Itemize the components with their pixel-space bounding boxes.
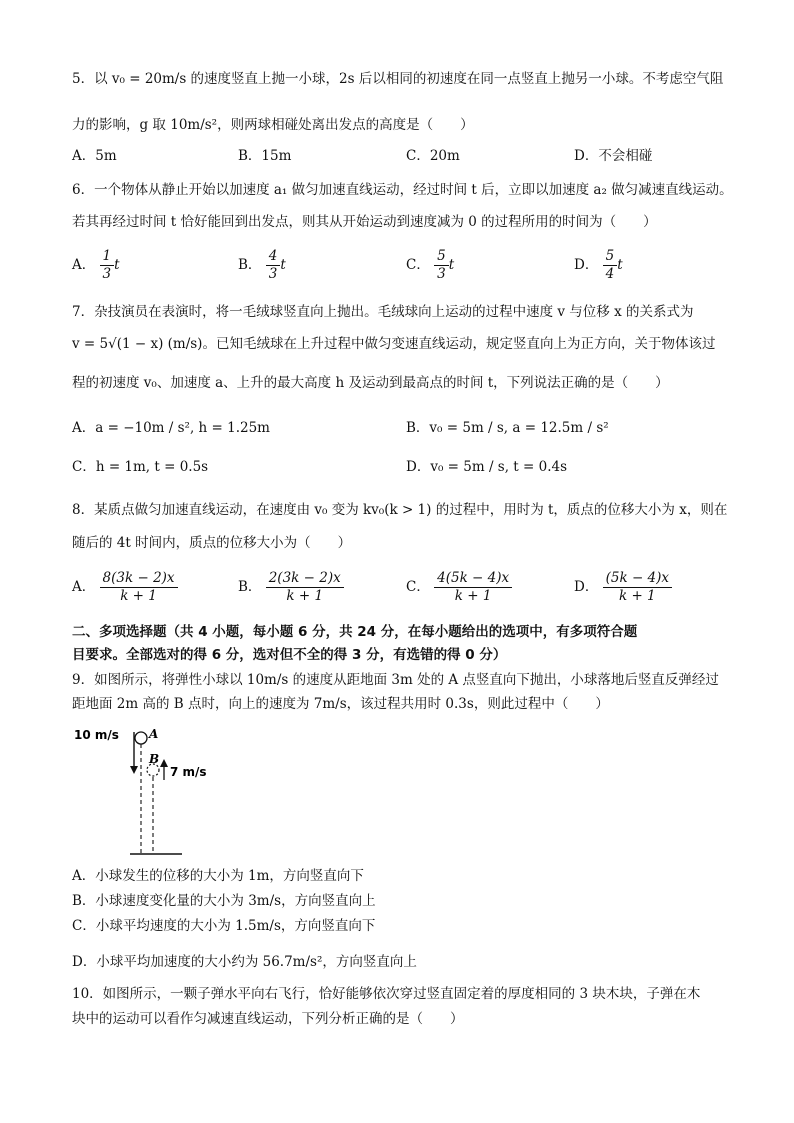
option-label: D． bbox=[574, 579, 599, 595]
option-label: A． bbox=[72, 257, 96, 273]
q10-stem-line2: 块中的运动可以看作匀减速直线运动，下列分析正确的是（ ） bbox=[72, 1011, 464, 1027]
q9-option-c[interactable]: C．小球平均速度的大小为 1.5m/s，方向竖直向下 bbox=[72, 918, 376, 934]
option-label: B． bbox=[238, 579, 262, 595]
option-label: C． bbox=[406, 579, 430, 595]
section-2-heading-line2: 目要求。全部选对的得 6 分，选对但不全的得 3 分，有选错的得 0 分） bbox=[72, 647, 507, 663]
option-label: A． bbox=[72, 579, 96, 595]
q9-option-b[interactable]: B．小球速度变化量的大小为 3m/s，方向竖直向上 bbox=[72, 893, 376, 909]
q10-stem-line1: 10．如图所示，一颗子弹水平向右飞行，恰好能够依次穿过竖直固定着的厚度相同的 3 块木块，子弹在木 bbox=[72, 986, 701, 1002]
velocity-down-label: 10 m/s bbox=[74, 728, 119, 742]
q8-option-a[interactable] bbox=[72, 570, 178, 605]
q7-stem-line3: 程的初速度 v₀、加速度 a、上升的最大高度 h 及运动到最高点的时间 t，下列说法正确的是（ ） bbox=[72, 375, 669, 391]
q6-option-d[interactable]: D． $\frac{5}{4}$ t bbox=[574, 248, 623, 282]
q7-option-d[interactable]: D．v₀ = 5m / s, t = 0.4s bbox=[406, 459, 568, 475]
up-arrow-head-icon bbox=[160, 759, 168, 767]
fraction: $\frac{1}{3}$ bbox=[100, 248, 115, 283]
q9-stem-line1: 9．如图所示，将弹性小球以 10m/s 的速度从距地面 3m 处的 A 点竖直向下抛出，小球落地后竖直反弹经过 bbox=[72, 672, 719, 688]
fraction: $\frac{4}{3}$ bbox=[266, 248, 281, 283]
q7-option-a[interactable]: A．a = −10m / s², h = 1.25m bbox=[72, 420, 270, 436]
fraction: $\frac{(5k - 4)x}{k + 1}$ bbox=[603, 570, 672, 605]
q8-stem-line2: 随后的 4t 时间内，质点的位移大小为（ ） bbox=[72, 535, 352, 551]
point-a-label: A bbox=[149, 727, 159, 741]
q9-figure bbox=[72, 722, 222, 862]
q5-stem-line1: 5．以 v₀ = 20m/s 的速度竖直上抛一小球，2s 后以相同的初速度在同一点竖直上抛另一小球。不考虑空气阻 bbox=[72, 71, 724, 87]
q9-stem-line2: 距地面 2m 高的 B 点时，向上的速度为 7m/s，该过程共用时 0.3s，则此过程中（ ） bbox=[72, 696, 609, 712]
q6-option-b[interactable]: B． $\frac{4}{3}$ t bbox=[238, 248, 286, 282]
fraction: $\frac{5}{3}$ bbox=[434, 248, 449, 283]
q6-option-c[interactable]: C． $\frac{5}{3}$ t bbox=[406, 248, 455, 282]
q8-stem-line1: 8．某质点做匀加速直线运动，在速度由 v₀ 变为 kv₀(k > 1) 的过程中，用时为 t，质点的位移大小为 x，则在 bbox=[72, 502, 728, 518]
option-label: C． bbox=[406, 257, 430, 273]
q5-option-c[interactable]: C．20m bbox=[406, 148, 460, 164]
velocity-up-label: 7 m/s bbox=[170, 765, 207, 779]
q7-stem-line1: 7．杂技演员在表演时，将一毛绒球竖直向上抛出。毛绒球向上运动的过程中速度 v 与位移 x 的关系式为 bbox=[72, 304, 694, 320]
q5-option-b[interactable]: B．15m bbox=[238, 148, 292, 164]
fraction: $\frac{5}{4}$ bbox=[603, 248, 618, 283]
q5-option-a[interactable]: A．5m bbox=[72, 148, 117, 164]
q7-stem-line2: v = 5√(1 − x) (m/s)。已知毛绒球在上升过程中做匀变速直线运动，规定竖直向上为正方向，关于物体该过 bbox=[72, 336, 716, 352]
q7-option-b[interactable]: B．v₀ = 5m / s, a = 12.5m / s² bbox=[406, 420, 609, 436]
fraction: $\frac{2(3k - 2)x}{k + 1}$ bbox=[266, 570, 344, 605]
q6-option-a[interactable]: A． $\frac{1}{3}$ t bbox=[72, 248, 120, 282]
q8-option-b[interactable] bbox=[238, 570, 344, 605]
q9-option-d[interactable]: D．小球平均加速度的大小约为 56.7m/s²，方向竖直向上 bbox=[72, 954, 417, 970]
section-2-heading-line1: 二、多项选择题（共 4 小题，每小题 6 分，共 24 分，在每小题给出的选项中，有多项符合题 bbox=[72, 624, 638, 640]
q5-option-d[interactable]: D．不会相碰 bbox=[574, 148, 653, 164]
q6-stem-line1: 6．一个物体从静止开始以加速度 a₁ 做匀加速直线运动，经过时间 t 后，立即以加速度 a₂ 做匀减速直线运动。 bbox=[72, 182, 733, 198]
q5-stem-line2: 力的影响，g 取 10m/s²，则两球相碰处离出发点的高度是（ ） bbox=[72, 117, 474, 133]
q9-diagram bbox=[72, 722, 222, 862]
point-b-label: B bbox=[149, 752, 160, 766]
down-arrow-head-icon bbox=[130, 766, 138, 774]
fraction: $\frac{4(5k - 4)x}{k + 1}$ bbox=[434, 570, 512, 605]
q6-stem-line2: 若其再经过时间 t 恰好能回到出发点，则其从开始运动到速度减为 0 的过程所用的时间为（ ） bbox=[72, 214, 657, 230]
ball-a-icon bbox=[135, 732, 147, 744]
q7-option-c[interactable]: C．h = 1m, t = 0.5s bbox=[72, 459, 209, 475]
q8-option-d[interactable] bbox=[574, 570, 672, 605]
option-label: D． bbox=[574, 257, 599, 273]
fraction: $\frac{8(3k - 2)x}{k + 1}$ bbox=[100, 570, 178, 605]
q8-option-c[interactable] bbox=[406, 570, 512, 605]
option-label: B． bbox=[238, 257, 262, 273]
q9-option-a[interactable]: A．小球发生的位移的大小为 1m，方向竖直向下 bbox=[72, 868, 364, 884]
